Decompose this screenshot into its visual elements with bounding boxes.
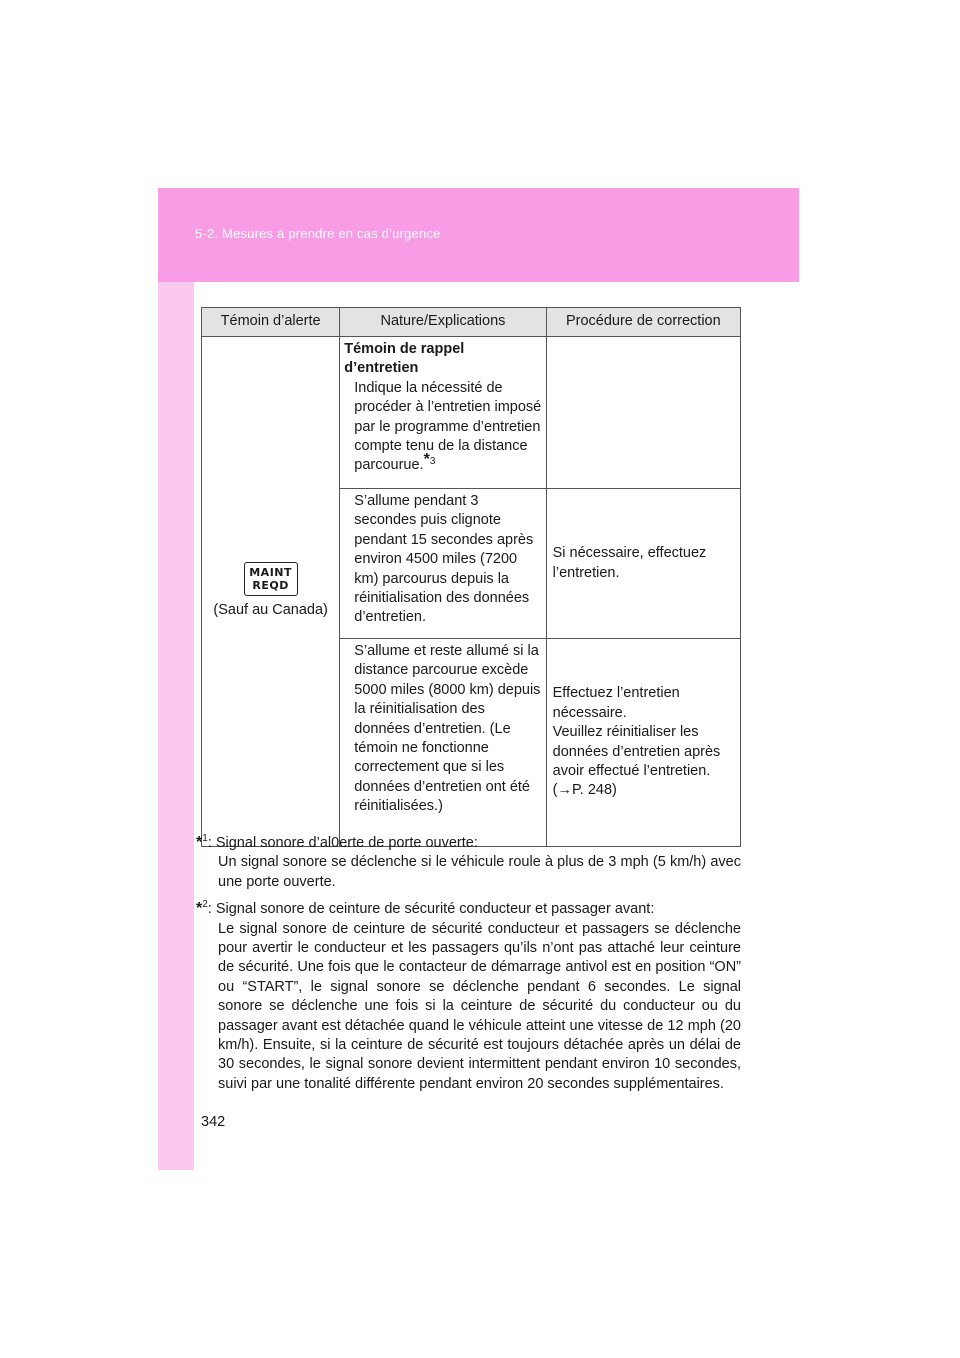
footnote-title: *$^2$: Signal sonore de ceinture de sécurité conducteur et passager avant: <box>196 899 655 918</box>
column-header: Témoin d’alerte <box>202 308 340 337</box>
nature-text: S’allume et reste allumé si la distance parcourue excède 5000 miles (8000 km) depuis la réinitialisation des données d’entretien. (Le témoin ne fonctionne correctement que si les données d’entretien ont été réinitialisées.) <box>354 643 541 815</box>
icon-caption: (Sauf au Canada) <box>213 602 328 619</box>
nature-text: S’allume pendant 3 secondes puis clignote pendant 15 secondes après environ 4500 miles (7200 km) parcourus depuis la réinitialisation des données d’entretien. <box>354 493 534 626</box>
column-header: Nature/Explications <box>340 308 546 337</box>
maint-reqd-icon: MAINT REQD <box>244 562 298 596</box>
arrow-icon: → <box>557 782 572 799</box>
footnote-star: * <box>423 450 430 468</box>
section-title: 5-2. Mesures à prendre en cas d’urgence <box>195 226 441 241</box>
footnote-body: Un signal sonore se déclenche si le véhicule roule à plus de 3 mph (5 km/h) avec une porte ouverte. <box>218 854 741 890</box>
nature-cell <box>340 337 546 489</box>
footnote-star: * <box>196 900 203 918</box>
table-header-row <box>202 308 741 337</box>
side-margin-band <box>158 188 194 1170</box>
procedure-text: Effectuez l’entretien nécessaire. <box>552 685 680 721</box>
footnotes <box>196 833 741 1101</box>
footnote-body: Le signal sonore de ceinture de sécurité conducteur et passagers se déclenche pour avertir le conducteur et les passagers qu’ils n’ont pas attaché leur ceinture de sécurité. Une fois que le contacteur de démarrage antivol est en position “ON” ou “START”, le signal sonore se déclenche pendant 6 secondes. Le signal sonore se déclenche une fois si la ceinture de sécurité du conducteur ou du passager avant est détachée quand le véhicule atteint une vitesse de 12 mph (20 km/h). Ensuite, si la ceinture de sécurité est toujours détachée après un délai de 30 secondes, le signal sonore devient intermittent pendant environ 10 secondes, suivi par une tonalité différente pendant environ 20 secondes supplémentaires. <box>218 920 741 1092</box>
footnote-title: *$^1$: Signal sonore d’al0erte de porte ouverte: <box>196 833 478 851</box>
page-number: 342 <box>201 1114 226 1130</box>
warning-light-cell <box>202 337 340 847</box>
procedure-text: Veuillez réinitialiser les données d’entretien après avoir effectué l’entretien. ( <box>552 724 721 799</box>
warning-light-table <box>201 307 741 847</box>
procedure-cell <box>546 639 740 847</box>
table-row <box>202 337 741 489</box>
page-reference-link[interactable]: P. 248) <box>571 782 617 799</box>
footnote-ref: 3 <box>429 455 436 467</box>
nature-text: Indique la nécessité de procéder à l’entretien imposé par le programme d’entretien compte tenu de la distance parcourue. <box>354 379 542 474</box>
nature-cell <box>340 639 546 847</box>
column-header: Procédure de correction <box>546 308 740 337</box>
footnote-star: * <box>196 834 203 851</box>
procedure-cell: Si nécessaire, effectuez l’entretien. <box>546 489 740 639</box>
procedure-cell <box>546 337 740 489</box>
nature-title: Témoin de rappel d’entretien <box>344 341 465 377</box>
nature-cell <box>340 489 546 639</box>
